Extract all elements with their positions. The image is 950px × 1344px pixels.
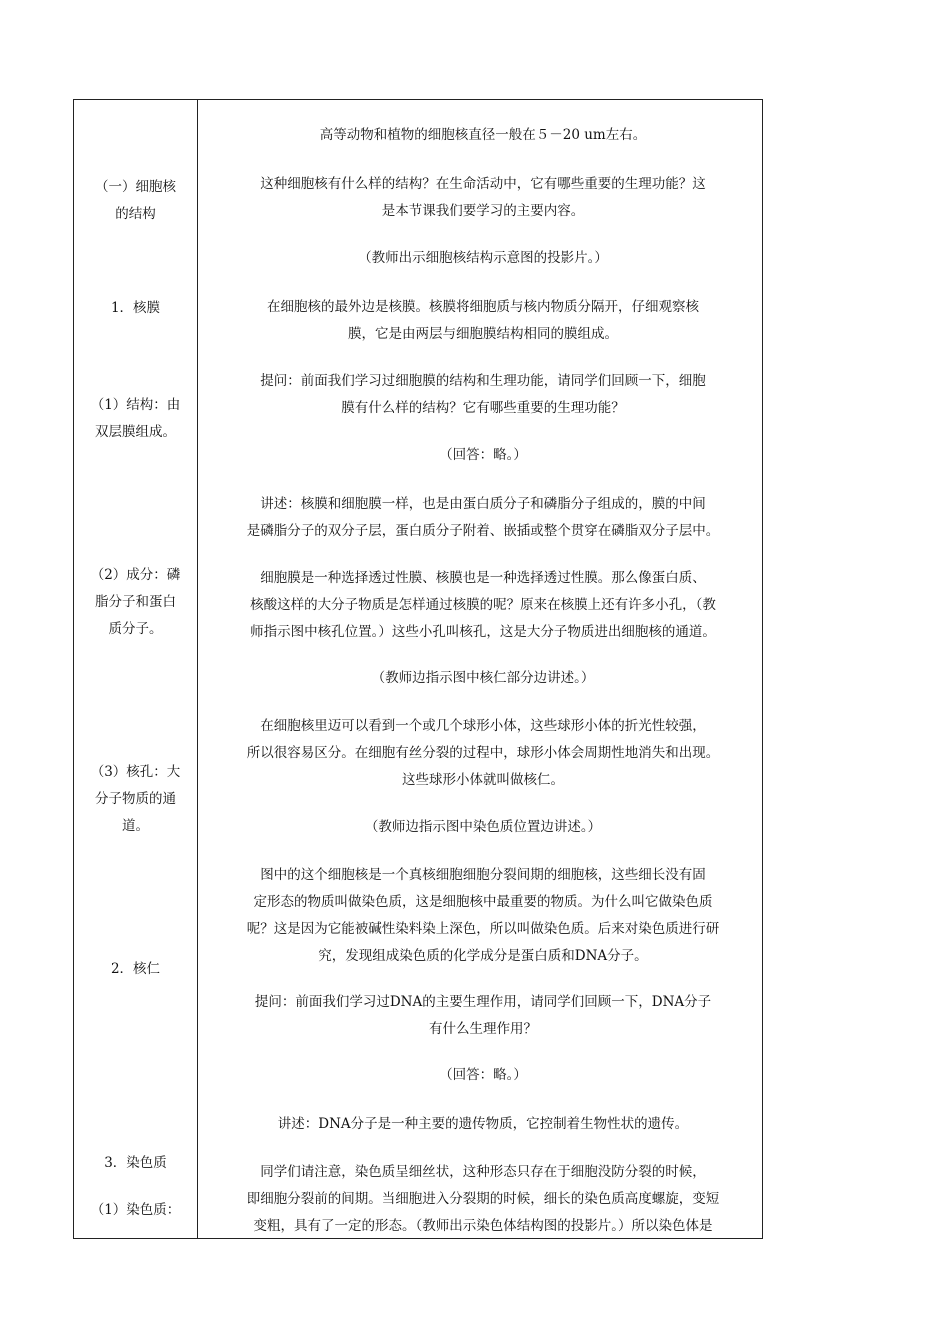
text-line: 究，发现组成染色质的化学成分是蛋白质和DNA分子。 bbox=[318, 948, 648, 964]
text-line: 3．染色质 bbox=[104, 1155, 167, 1171]
paragraph bbox=[210, 1111, 756, 1138]
text-line: （教师边指示图中核仁部分边讲述。） bbox=[371, 670, 595, 686]
text-line: （回答：略。） bbox=[439, 447, 527, 463]
text-line: （2）成分：磷 bbox=[90, 567, 181, 583]
text-line: （回答：略。） bbox=[439, 1067, 527, 1083]
paragraph bbox=[210, 862, 756, 970]
text-line: 有什么生理作用？ bbox=[429, 1021, 537, 1037]
paragraph bbox=[210, 713, 756, 794]
note-composition bbox=[74, 562, 197, 643]
paragraph bbox=[210, 294, 756, 348]
text-line: 提问：前面我们学习过细胞膜的结构和生理功能，请同学们回顾一下，细胞 bbox=[260, 373, 706, 389]
text-line: 道。 bbox=[122, 818, 149, 834]
paragraph bbox=[210, 814, 756, 841]
heading-nuclear-membrane bbox=[74, 295, 197, 322]
text-line: （一）细胞核 bbox=[95, 179, 176, 195]
text-line: 质分子。 bbox=[108, 621, 163, 637]
paragraph bbox=[210, 665, 756, 692]
text-line: （1）染色质： bbox=[90, 1202, 181, 1218]
paragraph bbox=[210, 171, 756, 225]
paragraph bbox=[210, 491, 756, 545]
text-line: 在细胞核里迈可以看到一个或几个球形小体，这些球形小体的折光性较强， bbox=[260, 718, 706, 734]
text-line: （3）核孔：大 bbox=[90, 764, 181, 780]
text-line: 细胞膜是一种选择透过性膜、核膜也是一种选择透过性膜。那么像蛋白质、 bbox=[260, 570, 706, 586]
text-line: 提问：前面我们学习过DNA的主要生理作用，请同学们回顾一下，DNA分子 bbox=[254, 994, 712, 1010]
text-line: 的结构 bbox=[115, 206, 156, 222]
text-line: 在细胞核的最外边是核膜。核膜将细胞质与核内物质分隔开，仔细观察核 bbox=[267, 299, 699, 315]
paragraph bbox=[210, 442, 756, 469]
paragraph bbox=[210, 245, 756, 272]
text-line: 脂分子和蛋白 bbox=[95, 594, 176, 610]
text-line: 所以很容易区分。在细胞有丝分裂的过程中，球形小体会周期性地消失和出现。 bbox=[246, 745, 720, 761]
text-line: 讲述：DNA分子是一种主要的遗传物质，它控制着生物性状的遗传。 bbox=[277, 1116, 689, 1132]
text-line: 高等动物和植物的细胞核直径一般在５－20 um左右。 bbox=[319, 127, 647, 143]
text-line: 是本节课我们要学习的主要内容。 bbox=[381, 203, 585, 219]
text-line: 呢？这是因为它能被碱性染料染上深色，所以叫做染色质。后来对染色质进行研 bbox=[246, 921, 720, 937]
text-line: 双层膜组成。 bbox=[95, 424, 176, 440]
text-line: 同学们请注意，染色质呈细丝状，这种形态只存在于细胞没防分裂的时候， bbox=[260, 1164, 706, 1180]
note-chromatin bbox=[74, 1197, 197, 1224]
paragraph bbox=[210, 1159, 756, 1240]
paragraph bbox=[210, 122, 756, 149]
text-line: 膜，它是由两层与细胞膜结构相同的膜组成。 bbox=[348, 326, 618, 342]
text-line: 这些球形小体就叫做核仁。 bbox=[402, 772, 564, 788]
section-heading-nucleus-structure bbox=[74, 174, 197, 228]
text-line: 这种细胞核有什么样的结构？在生命活动中，它有哪些重要的生理功能？这 bbox=[260, 176, 706, 192]
text-line: 分子物质的通 bbox=[95, 791, 176, 807]
note-structure bbox=[74, 392, 197, 446]
text-line: 讲述：核膜和细胞膜一样，也是由蛋白质分子和磷脂分子组成的，膜的中间 bbox=[260, 496, 706, 512]
text-line: 师指示图中核孔位置。）这些小孔叫核孔，这是大分子物质进出细胞核的通道。 bbox=[250, 624, 716, 640]
note-nuclear-pore bbox=[74, 759, 197, 840]
text-line: 2．核仁 bbox=[110, 961, 161, 977]
paragraph bbox=[210, 368, 756, 422]
text-line: 膜有什么样的结构？它有哪些重要的生理功能？ bbox=[341, 400, 625, 416]
text-line: （1）结构：由 bbox=[90, 397, 181, 413]
text-line: 变粗，具有了一定的形态。（教师出示染色体结构图的投影片。）所以染色体是 bbox=[253, 1218, 713, 1234]
column-divider bbox=[197, 100, 198, 1238]
text-line: 是磷脂分子的双分子层，蛋白质分子附着、嵌插或整个贯穿在磷脂双分子层中。 bbox=[246, 523, 720, 539]
text-line: （教师边指示图中染色质位置边讲述。） bbox=[364, 819, 602, 835]
paragraph bbox=[210, 989, 756, 1043]
text-line: 1．核膜 bbox=[110, 300, 161, 316]
text-line: 定形态的物质叫做染色质，这是细胞核中最重要的物质。为什么叫它做染色质 bbox=[253, 894, 713, 910]
heading-chromatin bbox=[74, 1150, 197, 1177]
lesson-table bbox=[73, 99, 763, 1239]
text-line: 图中的这个细胞核是一个真核细胞细胞分裂间期的细胞核，这些细长没有固 bbox=[260, 867, 706, 883]
paragraph bbox=[210, 1062, 756, 1089]
text-line: 即细胞分裂前的间期。当细胞进入分裂期的时候，细长的染色质高度螺旋，变短 bbox=[246, 1191, 720, 1207]
paragraph bbox=[210, 565, 756, 646]
heading-nucleolus bbox=[74, 956, 197, 983]
text-line: （教师出示细胞核结构示意图的投影片。） bbox=[358, 250, 608, 266]
text-line: 核酸这样的大分子物质是怎样通过核膜的呢？原来在核膜上还有许多小孔，（教 bbox=[250, 597, 716, 613]
